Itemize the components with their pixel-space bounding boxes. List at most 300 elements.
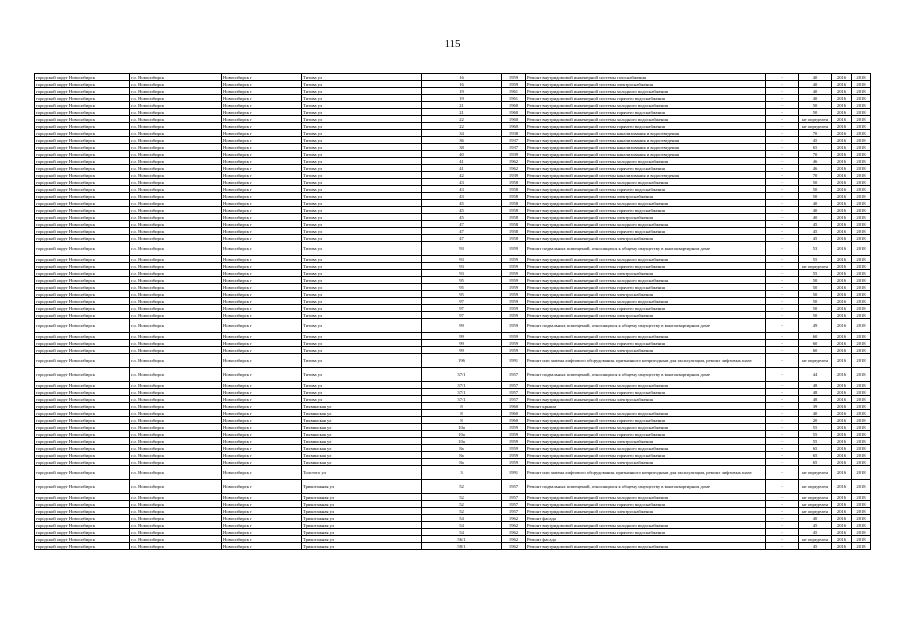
house-number-cell: 41 xyxy=(422,165,502,172)
dash-cell: - xyxy=(766,270,799,277)
build-year-cell: 1957 xyxy=(502,480,526,494)
city-cell: Новосибирск г xyxy=(222,340,302,347)
dash-cell: - xyxy=(766,291,799,298)
city-cell: Новосибирск г xyxy=(222,207,302,214)
dash-cell: - xyxy=(766,501,799,508)
start-year-cell: 2016 xyxy=(832,270,852,277)
dash-cell: - xyxy=(766,109,799,116)
municipality-cell: г.о. Новосибирск xyxy=(130,459,222,466)
build-year-cell: 1957 xyxy=(502,389,526,396)
service-term-cell: 40 xyxy=(799,95,832,102)
house-number-cell: 43 xyxy=(422,179,502,186)
table-row xyxy=(35,172,871,179)
end-year-cell: 2018 xyxy=(852,242,871,256)
build-year-cell: 1960 xyxy=(502,102,526,109)
start-year-cell: 2016 xyxy=(832,410,852,417)
table-row xyxy=(35,424,871,431)
start-year-cell: 2016 xyxy=(832,515,852,522)
house-number-cell: 52 xyxy=(422,501,502,508)
municipality-cell: г.о. Новосибирск xyxy=(130,452,222,459)
house-number-cell: 16 xyxy=(422,74,502,81)
house-number-cell: 45 xyxy=(422,200,502,207)
table-row xyxy=(35,438,871,445)
start-year-cell: 2016 xyxy=(832,193,852,200)
dash-cell: - xyxy=(766,515,799,522)
district-cell: городской округ Новосибирск xyxy=(35,221,130,228)
house-number-cell: 196 xyxy=(422,354,502,368)
municipality-cell: г.о. Новосибирск xyxy=(130,270,222,277)
build-year-cell: 1959 xyxy=(502,242,526,256)
end-year-cell: 2018 xyxy=(852,284,871,291)
table-row xyxy=(35,543,871,550)
street-cell: Титова ул xyxy=(302,102,422,109)
district-cell: городской округ Новосибирск xyxy=(35,151,130,158)
work-type-cell: Ремонт внутридомовой инженерной системы канализования и водоотведения xyxy=(526,137,766,144)
build-year-cell: 1958 xyxy=(502,179,526,186)
district-cell: городской округ Новосибирск xyxy=(35,270,130,277)
city-cell: Новосибирск г xyxy=(222,137,302,144)
start-year-cell: 2016 xyxy=(832,88,852,95)
district-cell: городской округ Новосибирск xyxy=(35,109,130,116)
city-cell: Новосибирск г xyxy=(222,172,302,179)
municipality-cell: г.о. Новосибирск xyxy=(130,480,222,494)
street-cell: Титова ул xyxy=(302,382,422,389)
table-row xyxy=(35,74,871,81)
district-cell: городской округ Новосибирск xyxy=(35,312,130,319)
city-cell: Новосибирск г xyxy=(222,109,302,116)
table-row xyxy=(35,417,871,424)
dash-cell: - xyxy=(766,452,799,459)
municipality-cell: г.о. Новосибирск xyxy=(130,312,222,319)
table-row xyxy=(35,459,871,466)
municipality-cell: г.о. Новосибирск xyxy=(130,193,222,200)
table-row xyxy=(35,102,871,109)
municipality-cell: г.о. Новосибирск xyxy=(130,144,222,151)
work-type-cell: Ремонт внутридомовой инженерной системы холодного водоснабжения xyxy=(526,88,766,95)
build-year-cell: 1959 xyxy=(502,438,526,445)
start-year-cell: 2016 xyxy=(832,165,852,172)
work-type-cell: Ремонт внутридомовой инженерной системы горячего водоснабжения xyxy=(526,123,766,130)
end-year-cell: 2018 xyxy=(852,424,871,431)
district-cell: городской округ Новосибирск xyxy=(35,452,130,459)
dash-cell: - xyxy=(766,494,799,501)
work-type-cell: Ремонт или замена лифтового оборудования, признанного непригодным для эксплуатации, ремонт лифтовых шахт xyxy=(526,354,766,368)
end-year-cell: 2018 xyxy=(852,116,871,123)
district-cell: городской округ Новосибирск xyxy=(35,431,130,438)
build-year-cell: 1957 xyxy=(502,382,526,389)
district-cell: городской округ Новосибирск xyxy=(35,347,130,354)
street-cell: Титова ул xyxy=(302,312,422,319)
street-cell: Титова ул xyxy=(302,214,422,221)
build-year-cell: 1958 xyxy=(502,228,526,235)
work-type-cell: Ремонт внутридомовой инженерной системы холодного водоснабжения xyxy=(526,256,766,263)
work-type-cell: Ремонт внутридомовой инженерной системы горячего водоснабжения xyxy=(526,452,766,459)
build-year-cell: 1958 xyxy=(502,207,526,214)
service-term-cell: 45 xyxy=(799,228,832,235)
district-cell: городской округ Новосибирск xyxy=(35,207,130,214)
municipality-cell: г.о. Новосибирск xyxy=(130,200,222,207)
street-cell: Титова ул xyxy=(302,256,422,263)
street-cell: Титова ул xyxy=(302,95,422,102)
district-cell: городской округ Новосибирск xyxy=(35,172,130,179)
table-row xyxy=(35,508,871,515)
street-cell: Титова ул xyxy=(302,221,422,228)
service-term-cell: 55 xyxy=(799,424,832,431)
end-year-cell: 2018 xyxy=(852,144,871,151)
city-cell: Новосибирск г xyxy=(222,494,302,501)
house-number-cell: 52 xyxy=(422,494,502,501)
work-type-cell: Ремонт внутридомовой инженерной системы холодного водоснабжения xyxy=(526,424,766,431)
service-term-cell: 45 xyxy=(799,529,832,536)
table-row xyxy=(35,207,871,214)
work-type-cell: Ремонт подвальных помещений, относящихся к общему имуществу в многоквартирном доме xyxy=(526,368,766,382)
work-type-cell: Ремонт внутридомовой инженерной системы холодного водоснабжения xyxy=(526,522,766,529)
dash-cell: - xyxy=(766,340,799,347)
municipality-cell: г.о. Новосибирск xyxy=(130,501,222,508)
table-row xyxy=(35,347,871,354)
street-cell: Трикотажная ул xyxy=(302,501,422,508)
city-cell: Новосибирск г xyxy=(222,543,302,550)
house-number-cell: 93 xyxy=(422,256,502,263)
municipality-cell: г.о. Новосибирск xyxy=(130,137,222,144)
city-cell: Новосибирск г xyxy=(222,291,302,298)
service-term-cell: 50 xyxy=(799,284,832,291)
city-cell: Новосибирск г xyxy=(222,130,302,137)
build-year-cell: 1962 xyxy=(502,522,526,529)
street-cell: Тихвинская ул xyxy=(302,438,422,445)
start-year-cell: 2016 xyxy=(832,312,852,319)
house-number-cell: 95 xyxy=(422,291,502,298)
end-year-cell: 2018 xyxy=(852,109,871,116)
street-cell: Титова ул xyxy=(302,144,422,151)
service-term-cell: 55 xyxy=(799,431,832,438)
start-year-cell: 2016 xyxy=(832,228,852,235)
district-cell: городской округ Новосибирск xyxy=(35,410,130,417)
service-term-cell: 45 xyxy=(799,235,832,242)
street-cell: Трикотажная ул xyxy=(302,522,422,529)
end-year-cell: 2018 xyxy=(852,522,871,529)
end-year-cell: 2018 xyxy=(852,291,871,298)
table-row xyxy=(35,165,871,172)
dash-cell: - xyxy=(766,102,799,109)
municipality-cell: г.о. Новосибирск xyxy=(130,508,222,515)
municipality-cell: г.о. Новосибирск xyxy=(130,88,222,95)
build-year-cell: 1957 xyxy=(502,368,526,382)
house-number-cell: 97 xyxy=(422,298,502,305)
table-row xyxy=(35,109,871,116)
end-year-cell: 2018 xyxy=(852,165,871,172)
dash-cell: - xyxy=(766,172,799,179)
dash-cell: - xyxy=(766,277,799,284)
city-cell: Новосибирск г xyxy=(222,95,302,102)
city-cell: Новосибирск г xyxy=(222,74,302,81)
district-cell: городской округ Новосибирск xyxy=(35,130,130,137)
build-year-cell: 1937 xyxy=(502,137,526,144)
street-cell: Титова ул xyxy=(302,116,422,123)
service-term-cell: не определен xyxy=(799,480,832,494)
work-type-cell: Ремонт внутридомовой инженерной системы электроснабжения xyxy=(526,312,766,319)
street-cell: Титова ул xyxy=(302,130,422,137)
work-type-cell: Ремонт внутридомовой инженерной системы электроснабжения xyxy=(526,438,766,445)
municipality-cell: г.о. Новосибирск xyxy=(130,438,222,445)
city-cell: Новосибирск г xyxy=(222,396,302,403)
table-row xyxy=(35,522,871,529)
end-year-cell: 2018 xyxy=(852,459,871,466)
start-year-cell: 2016 xyxy=(832,417,852,424)
end-year-cell: 2018 xyxy=(852,312,871,319)
city-cell: Новосибирск г xyxy=(222,515,302,522)
street-cell: Титова ул xyxy=(302,137,422,144)
build-year-cell: 1962 xyxy=(502,158,526,165)
district-cell: городской округ Новосибирск xyxy=(35,165,130,172)
dash-cell: - xyxy=(766,333,799,340)
build-year-cell: 1938 xyxy=(502,130,526,137)
build-year-cell: 1959 xyxy=(502,347,526,354)
start-year-cell: 2016 xyxy=(832,333,852,340)
end-year-cell: 2018 xyxy=(852,354,871,368)
municipality-cell: г.о. Новосибирск xyxy=(130,116,222,123)
end-year-cell: 2018 xyxy=(852,270,871,277)
street-cell: Титова ул xyxy=(302,396,422,403)
work-type-cell: Ремонт подвальных помещений, относящихся к общему имуществу в многоквартирном доме xyxy=(526,242,766,256)
end-year-cell: 2018 xyxy=(852,74,871,81)
dash-cell: - xyxy=(766,543,799,550)
build-year-cell: 1959 xyxy=(502,459,526,466)
start-year-cell: 2016 xyxy=(832,277,852,284)
street-cell: Трикотажная ул xyxy=(302,529,422,536)
municipality-cell: г.о. Новосибирск xyxy=(130,515,222,522)
district-cell: городской округ Новосибирск xyxy=(35,424,130,431)
build-year-cell: 1958 xyxy=(502,221,526,228)
street-cell: Титова ул xyxy=(302,340,422,347)
table-row xyxy=(35,452,871,459)
street-cell: Тихвинская ул xyxy=(302,459,422,466)
start-year-cell: 2016 xyxy=(832,319,852,333)
start-year-cell: 2016 xyxy=(832,158,852,165)
city-cell: Новосибирск г xyxy=(222,200,302,207)
start-year-cell: 2016 xyxy=(832,200,852,207)
service-term-cell: 50 xyxy=(799,305,832,312)
municipality-cell: г.о. Новосибирск xyxy=(130,228,222,235)
end-year-cell: 2018 xyxy=(852,480,871,494)
work-type-cell: Ремонт внутридомовой инженерной системы холодного водоснабжения xyxy=(526,200,766,207)
dash-cell: - xyxy=(766,284,799,291)
city-cell: Новосибирск г xyxy=(222,158,302,165)
end-year-cell: 2018 xyxy=(852,298,871,305)
dash-cell: - xyxy=(766,95,799,102)
house-number-cell: 47 xyxy=(422,221,502,228)
build-year-cell: 1960 xyxy=(502,403,526,410)
table-row xyxy=(35,501,871,508)
end-year-cell: 2018 xyxy=(852,382,871,389)
city-cell: Новосибирск г xyxy=(222,256,302,263)
service-term-cell: 70 xyxy=(799,151,832,158)
city-cell: Новосибирск г xyxy=(222,81,302,88)
work-type-cell: Ремонт внутридомовой инженерной системы горячего водоснабжения xyxy=(526,389,766,396)
end-year-cell: 2018 xyxy=(852,529,871,536)
house-number-cell: 56/1 xyxy=(422,536,502,543)
service-term-cell: 60 xyxy=(799,333,832,340)
street-cell: Титова ул xyxy=(302,368,422,382)
dash-cell: - xyxy=(766,536,799,543)
start-year-cell: 2016 xyxy=(832,389,852,396)
dash-cell: - xyxy=(766,242,799,256)
start-year-cell: 2016 xyxy=(832,123,852,130)
start-year-cell: 2016 xyxy=(832,424,852,431)
house-number-cell: 47 xyxy=(422,228,502,235)
house-number-cell: 45 xyxy=(422,214,502,221)
build-year-cell: 1959 xyxy=(502,305,526,312)
end-year-cell: 2018 xyxy=(852,508,871,515)
street-cell: Титова ул xyxy=(302,165,422,172)
service-term-cell: 50 xyxy=(799,102,832,109)
service-term-cell: 50 xyxy=(799,109,832,116)
dash-cell: - xyxy=(766,228,799,235)
house-number-cell: 95 xyxy=(422,277,502,284)
service-term-cell: 50 xyxy=(799,193,832,200)
table-row xyxy=(35,200,871,207)
work-type-cell: Ремонт фасада xyxy=(526,515,766,522)
municipality-cell: г.о. Новосибирск xyxy=(130,536,222,543)
dash-cell: - xyxy=(766,319,799,333)
municipality-cell: г.о. Новосибирск xyxy=(130,291,222,298)
municipality-cell: г.о. Новосибирск xyxy=(130,522,222,529)
dash-cell: - xyxy=(766,137,799,144)
house-number-cell: 37/1 xyxy=(422,368,502,382)
table-row xyxy=(35,130,871,137)
table-row xyxy=(35,515,871,522)
build-year-cell: 1959 xyxy=(502,263,526,270)
table-row xyxy=(35,319,871,333)
district-cell: городской округ Новосибирск xyxy=(35,333,130,340)
district-cell: городской округ Новосибирск xyxy=(35,417,130,424)
end-year-cell: 2018 xyxy=(852,123,871,130)
district-cell: городской округ Новосибирск xyxy=(35,480,130,494)
dash-cell: - xyxy=(766,480,799,494)
house-number-cell: 99 xyxy=(422,319,502,333)
municipality-cell: г.о. Новосибирск xyxy=(130,172,222,179)
district-cell: городской округ Новосибирск xyxy=(35,95,130,102)
work-type-cell: Ремонт внутридомовой инженерной системы горячего водоснабжения xyxy=(526,165,766,172)
build-year-cell: 1962 xyxy=(502,529,526,536)
street-cell: Тихвинская ул xyxy=(302,431,422,438)
dash-cell: - xyxy=(766,354,799,368)
build-year-cell: 1959 xyxy=(502,270,526,277)
district-cell: городской округ Новосибирск xyxy=(35,466,130,480)
district-cell: городской округ Новосибирск xyxy=(35,74,130,81)
build-year-cell: 1991 xyxy=(502,466,526,480)
district-cell: городской округ Новосибирск xyxy=(35,284,130,291)
district-cell: городской округ Новосибирск xyxy=(35,305,130,312)
table-row xyxy=(35,88,871,95)
city-cell: Новосибирск г xyxy=(222,382,302,389)
street-cell: Титова ул xyxy=(302,333,422,340)
street-cell: Титова ул xyxy=(302,228,422,235)
table-row xyxy=(35,396,871,403)
district-cell: городской округ Новосибирск xyxy=(35,529,130,536)
street-cell: Титова ул xyxy=(302,270,422,277)
start-year-cell: 2016 xyxy=(832,74,852,81)
city-cell: Новосибирск г xyxy=(222,368,302,382)
dash-cell: - xyxy=(766,144,799,151)
end-year-cell: 2018 xyxy=(852,102,871,109)
work-type-cell: Ремонт внутридомовой инженерной системы горячего водоснабжения xyxy=(526,431,766,438)
district-cell: городской округ Новосибирск xyxy=(35,515,130,522)
street-cell: Титова ул xyxy=(302,389,422,396)
city-cell: Новосибирск г xyxy=(222,452,302,459)
build-year-cell: 1959 xyxy=(502,298,526,305)
end-year-cell: 2018 xyxy=(852,200,871,207)
work-type-cell: Ремонт внутридомовой инженерной системы электроснабжения xyxy=(526,508,766,515)
municipality-cell: г.о. Новосибирск xyxy=(130,494,222,501)
city-cell: Новосибирск г xyxy=(222,529,302,536)
table-row xyxy=(35,298,871,305)
end-year-cell: 2018 xyxy=(852,235,871,242)
end-year-cell: 2018 xyxy=(852,228,871,235)
end-year-cell: 2018 xyxy=(852,137,871,144)
start-year-cell: 2016 xyxy=(832,214,852,221)
service-term-cell: не определен xyxy=(799,263,832,270)
house-number-cell: 21 xyxy=(422,109,502,116)
house-number-cell: 22 xyxy=(422,123,502,130)
street-cell: Титова ул xyxy=(302,284,422,291)
district-cell: городской округ Новосибирск xyxy=(35,81,130,88)
municipality-cell: г.о. Новосибирск xyxy=(130,466,222,480)
municipality-cell: г.о. Новосибирск xyxy=(130,165,222,172)
dash-cell: - xyxy=(766,74,799,81)
city-cell: Новосибирск г xyxy=(222,214,302,221)
house-number-cell: 10а xyxy=(422,424,502,431)
district-cell: городской округ Новосибирск xyxy=(35,144,130,151)
house-number-cell: 19 xyxy=(422,95,502,102)
district-cell: городской округ Новосибирск xyxy=(35,522,130,529)
build-year-cell: 1959 xyxy=(502,431,526,438)
district-cell: городской округ Новосибирск xyxy=(35,137,130,144)
district-cell: городской округ Новосибирск xyxy=(35,508,130,515)
build-year-cell: 1959 xyxy=(502,452,526,459)
district-cell: городской округ Новосибирск xyxy=(35,256,130,263)
city-cell: Новосибирск г xyxy=(222,298,302,305)
start-year-cell: 2016 xyxy=(832,438,852,445)
table-row xyxy=(35,410,871,417)
street-cell: Титова ул xyxy=(302,207,422,214)
municipality-cell: г.о. Новосибирск xyxy=(130,263,222,270)
service-term-cell: 49 xyxy=(799,319,832,333)
municipality-cell: г.о. Новосибирск xyxy=(130,95,222,102)
work-type-cell: Ремонт внутридомовой инженерной системы холодного водоснабжения xyxy=(526,445,766,452)
build-year-cell: 1960 xyxy=(502,116,526,123)
table-row xyxy=(35,354,871,368)
district-cell: городской округ Новосибирск xyxy=(35,396,130,403)
municipality-cell: г.о. Новосибирск xyxy=(130,298,222,305)
street-cell: Тихвинская ул xyxy=(302,424,422,431)
work-type-cell: Ремонт внутридомовой инженерной системы горячего водоснабжения xyxy=(526,186,766,193)
house-number-cell: 8а xyxy=(422,445,502,452)
municipality-cell: г.о. Новосибирск xyxy=(130,123,222,130)
service-term-cell: 65 xyxy=(799,144,832,151)
dash-cell: - xyxy=(766,417,799,424)
house-number-cell: 93 xyxy=(422,270,502,277)
service-term-cell: не определен xyxy=(799,494,832,501)
work-type-cell: Ремонт внутридомовой инженерной системы канализования и водоотведения xyxy=(526,130,766,137)
service-term-cell: 40 xyxy=(799,207,832,214)
city-cell: Новосибирск г xyxy=(222,228,302,235)
build-year-cell: 1959 xyxy=(502,424,526,431)
dash-cell: - xyxy=(766,207,799,214)
house-number-cell: 99 xyxy=(422,347,502,354)
table-row xyxy=(35,116,871,123)
municipality-cell: г.о. Новосибирск xyxy=(130,235,222,242)
